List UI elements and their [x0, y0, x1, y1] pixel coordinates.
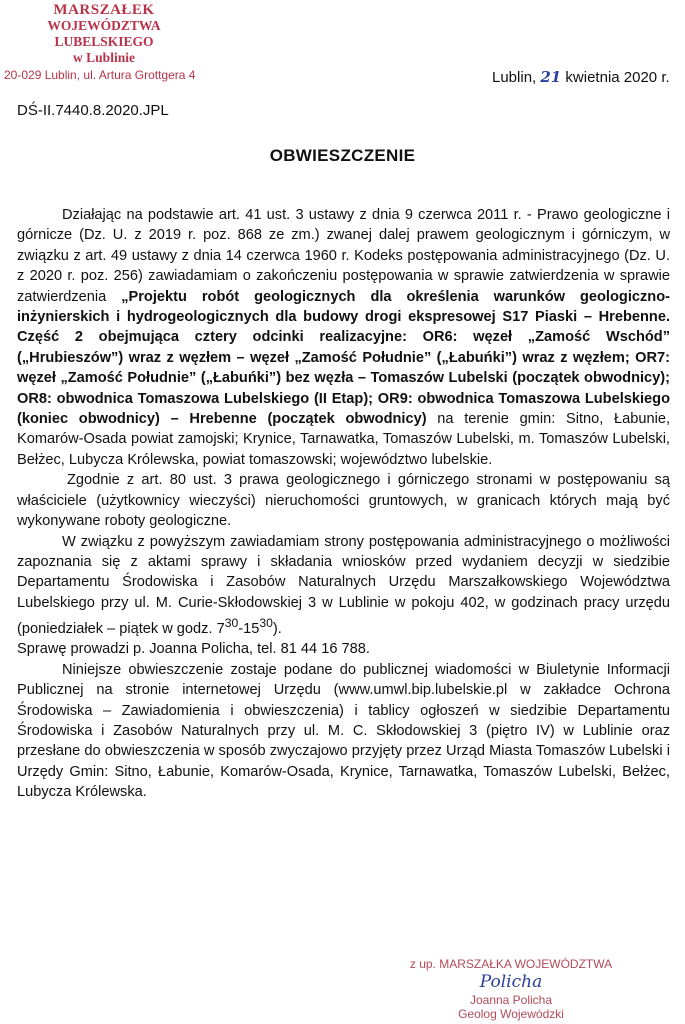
signatory-name: Joanna Policha: [469, 993, 553, 1007]
paragraph-3: [17, 532, 670, 640]
stamp-line-1: MARSZAŁEK: [53, 2, 155, 18]
document-body: [17, 205, 670, 803]
reference-number: DŚ-II.7440.8.2020.JPL: [17, 102, 169, 119]
document-title: OBWIESZCZENIE: [269, 146, 416, 165]
paragraph-1-outro: na terenie gmin: Sitno, Łabunie, Komarów-Osada powiat zamojski; Krynice, Tarnawatka, Tomaszów Lubelski, m. Tomaszów Lubelski, Bełżec, Lubycza Królewska, powiat tomaszowski; województwo lubelskie.: [17, 411, 670, 468]
signature-stamp: [386, 957, 636, 1021]
date-day-handwritten: 21: [540, 68, 562, 86]
signature-header: z up. MARSZAŁKA WOJEWÓDZTWA: [409, 957, 613, 971]
project-title: „Projektu robót geologicznych dla określenia warunków geologiczno-inżynierskich i hydrogeologicznych dla budowy drogi ekspresowej S17 Piaski – Hrebenne. Część 2 obejmująca cztery odcinki realizacyjne: OR6: węzeł „Zamość Wschód” („Hrubieszów”) wraz z węzłem – węzeł „Zamość Południe” („Łabuńki”) wraz z węzłem; OR7: węzeł „Zamość Południe” („Łabuńki”) bez węzła – Tomaszów Lubelski (początek obwodnicy); OR8: obwodnica Tomaszowa Lubelskiego (II Etap); OR9: obwodnica Tomaszowa Lubelskiego (koniec obwodnicy) – Hrebenne (początek obwodnicy): [17, 288, 670, 428]
date-prefix: Lublin,: [492, 69, 537, 86]
paragraph-3-end: ).: [272, 620, 282, 637]
signatory-position: Geolog Wojewódzki: [458, 1007, 564, 1021]
handwritten-signature: Policha: [479, 972, 543, 992]
paragraph-1-intro: Działając na podstawie art. 41 ust. 3 ustawy z dnia 9 czerwca 2011 r. - Prawo geologiczne i górnicze (Dz. U. z 2019 r. poz. 868 ze zm.) zwanej dalej prawem geologicznym i górniczym, w związku z art. 49 ustawy z dnia 14 czerwca 1960 r. Kodeks postępowania administracyjnego (Dz. U. z 2020 r. poz. 256) zawiadamiam o zakończeniu postępowania w sprawie zatwierdzenia w sprawie zatwierdzenia: [17, 207, 670, 305]
hours-sup-2: 30: [259, 616, 273, 631]
hours-sup-1: 30: [224, 616, 239, 631]
paragraph-1: [17, 205, 670, 470]
paragraph-4: Sprawę prowadzi p. Joanna Policha, tel. 81 44 16 788.: [17, 641, 370, 658]
stamp-line-2: WOJEWÓDZTWA LUBELSKIEGO: [47, 18, 161, 49]
paragraph-3-text: W związku z powyższym zawiadamiam strony postępowania administracyjnego o możliwości zapoznania się z aktami sprawy i składania wniosków przed wydaniem decyzji w siedzibie Departamentu Środowiska i Zasobów Naturalnych Urzędu Marszałkowskiego Województwa Lubelskiego przy ul. M. Curie-Skłodowskiej 3 w Lublinie w pokoju 402, w godzinach pracy urzędu (poniedziałek – piątek w godz. 7: [17, 533, 670, 637]
office-stamp: [4, 2, 204, 83]
date-suffix: kwietnia 2020 r.: [565, 69, 670, 86]
hours-mid: -15: [238, 620, 260, 637]
stamp-line-3: w Lublinie: [73, 50, 135, 65]
place-and-date: [492, 68, 670, 86]
stamp-address: 20-029 Lublin, ul. Artura Grottgera 4: [4, 68, 196, 82]
paragraph-5: Niniejsze obwieszczenie zostaje podane do publicznej wiadomości w Biuletynie Informacji Publicznej na stronie internetowej Urzędu (www.umwl.bip.lubelskie.pl w zakładce Ochrona Środowiska – Zawiadomienia i obwieszczenia) i tablicy ogłoszeń w siedzibie Departamentu Środowiska i Zasobów Naturalnych przy ul. M. C. Skłodowskiej 3 (piętro IV) w Lublinie oraz przesłane do obwieszczenia w sposób zwyczajowo przyjęty przez Urząd Miasta Tomaszów Lubelski i Urzędy Gmin: Sitno, Łabunie, Komarów-Osada, Krynice, Tarnawatka, Tomaszów Lubelski, Bełżec, Lubycza Królewska.: [17, 661, 670, 801]
paragraph-2: Zgodnie z art. 80 ust. 3 prawa geologicznego i górniczego stronami w postępowaniu są właściciele (użytkownicy wieczyści) nieruchomości gruntowych, w granicach których mają być wykonywane roboty geologiczne.: [17, 472, 670, 530]
